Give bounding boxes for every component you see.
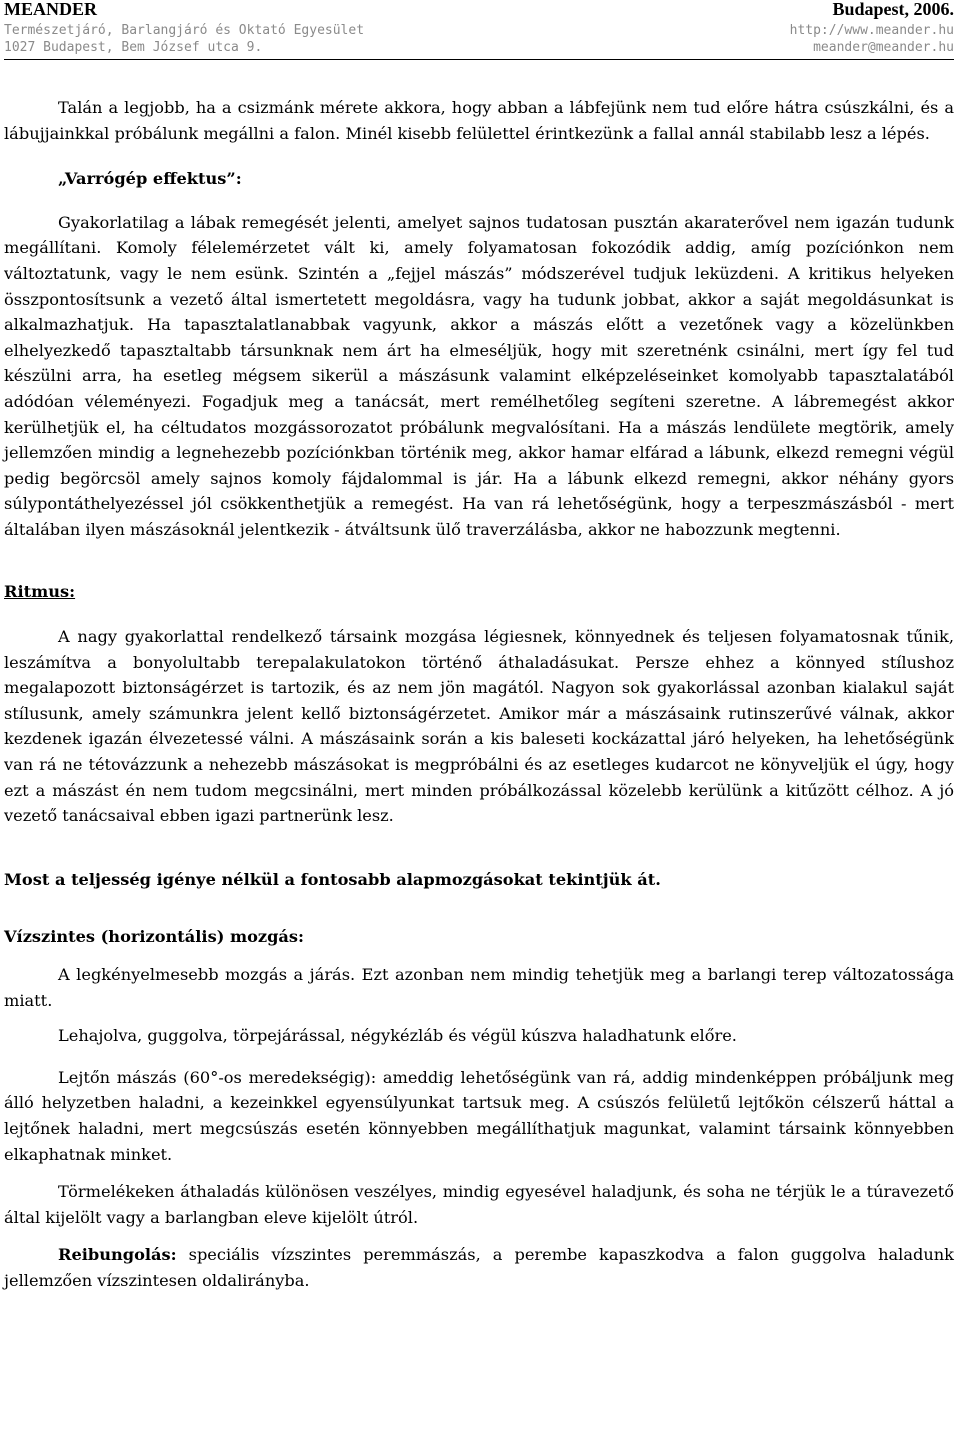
header-line-2 — [4, 22, 954, 40]
document-body — [4, 95, 954, 1294]
email-link[interactable]: meander@meander.hu — [813, 40, 954, 55]
paragraph-ritmus: A nagy gyakorlattal rendelkező társaink mozgása légiesnek, könnyednek és teljesen folyamatosnak tűnik, leszámítva a bonyolultabb terepalakulatokon történő áthaladásukat. Persze ehhez a könnyed stílushoz megalapozott biztonságérzet is tartozik, és az nem jön magától. Nagyon sok gyakorlással azonban kialakul saját stílusunk, amely számunkra jelent kellő biztonságérzetet. Amikor már a mászásaink rutinszerűvé válnak, akkor kezdenek igazán élvezetessé válni. A mászásaink során a kis baleseti kockázattal járó helyeken, ha lehetőségünk van rá ne tétovázzunk a nehezebb mászásokat is megpróbálni és az esetleges kudarcot ne könyveljük el úgy, hogy ezt a mászást én nem tudom megcsinálni, mert minden próbálkozással közelebb kerülünk a kitűzött célhoz. A jó vezető tanácsaival ebben igazi partnerünk lesz. — [4, 627, 954, 826]
page-header — [4, 0, 954, 62]
paragraph-boot-size: Talán a legjobb, ha a csizmánk mérete akkora, hogy abban a lábfejünk nem tud előre hátra csúszkálni, és a lábujjainkkal próbálunk megállni a falon. Minél kisebb felülettel érintkezünk a fallal annál stabilabb lesz a lépés. — [4, 98, 954, 143]
section-heading-ritmus: Ritmus: — [4, 581, 76, 601]
reibungolas-definition: speciális vízszintes peremmászás, a perembe kapaszkodva a falon guggolva haladunk jellemzően vízszintesen oldalirányba. — [4, 1245, 954, 1290]
org-name: MEANDER — [4, 0, 97, 19]
header-line-3 — [4, 39, 954, 57]
overview-line: Most a teljesség igénye nélkül a fontosabb alapmozgásokat tekintjük át. — [4, 869, 661, 889]
header-divider — [4, 59, 954, 60]
paragraph-reibungolas — [4, 1242, 954, 1293]
paragraph-crawling: Lehajolva, guggolva, törpejárással, négykézláb és végül kúszva haladhatunk előre. — [58, 1026, 737, 1046]
section-heading-horizontal: Vízszintes (horizontális) mozgás: — [4, 927, 304, 947]
paragraph-slope-climbing: Lejtőn mászás (60°-os meredekségig): ameddig lehetőségünk van rá, addig mindenképpen próbáljunk meg álló helyzetben haladni, a kezeinkkel egyensúlyunkat tartsuk meg. A csúszós felületű lejtőkön célszerű háttal a lejtőnek haladni, mert megcsúszás esetén könnyebben megállíthatjuk magunkat, valamint társaink könnyebben elkaphatnak minket. — [4, 1067, 954, 1164]
section-heading-varrogep: „Varrógép effektus”: — [58, 169, 242, 189]
place-date: Budapest, 2006. — [832, 0, 954, 19]
org-address: 1027 Budapest, Bem József utca 9. — [4, 40, 263, 55]
header-line-1 — [4, 0, 954, 20]
org-full-name: Természetjáró, Barlangjáró és Oktató Egyesület — [4, 23, 365, 38]
website-link[interactable]: http://www.meander.hu — [789, 23, 954, 38]
paragraph-walking: A legkényelmesebb mozgás a járás. Ezt azonban nem mindig tehetjük meg a barlangi terep változatossága miatt. — [4, 965, 954, 1010]
reibungolas-term: Reibungolás: — [58, 1245, 177, 1265]
paragraph-varrogep: Gyakorlatilag a lábak remegését jelenti, amelyet sajnos tudatosan pusztán akaraterővel nem igazán tudunk megállítani. Komoly félelemérzetet vált ki, amely folyamatosan fokozódik addig, amíg pozíciónkon nem változtatunk, vagy le nem esünk. Szintén a „fejjel mászás” módszerével tudjuk leküzdeni. A kritikus helyeken összpontosítsunk a vezető által ismertetett megoldásra, vagy ha tudunk jobbat, akkor a saját megoldásunkat is alkalmazhatjuk. Ha tapasztalatlanabbak vagyunk, akkor a mászás előtt a vezetőnek vagy a közelünkben elhelyezkedő tapasztaltabb társunknak nem árt ha elmeséljük, hogy mit szeretnénk csinálni, mert így fel tud készülni arra, ha esetleg mégsem sikerül a mászásunk valamint elképzeléseinket komolyabb tapasztalatából adódóan véleményezi. Fogadjuk meg a tanácsát, mert remélhetőleg segíteni szeretne. A lábremegést akkor kerülhetjük el, ha céltudatos mozgássorozatot próbálunk megvalósítani. Ha a mászás lendülete megtörik, amely jellemzően mindig a legnehezebb pozíciónkban történik meg, akkor hamar elfárad a lábunk, elkezd remegni végül pedig begörcsöl amely sajnos komoly fájdalommal is jár. Ha a lábunk elkezd remegni, akkor néhány gyors súlypontáthelyezéssel jól csökkenthetjük a remegést. Ha van rá lehetőségünk, hogy a terpeszmászásból - mert általában ilyen mászásoknál jelentkezik - átváltsunk ülő traverzálásba, akkor ne habozzunk megtenni. — [4, 212, 954, 539]
paragraph-debris: Törmelékeken áthaladás különösen veszélyes, mindig egyesével haladjunk, és soha ne térjük le a túravezető által kijelölt vagy a barlangban eleve kijelölt útról. — [4, 1182, 954, 1227]
